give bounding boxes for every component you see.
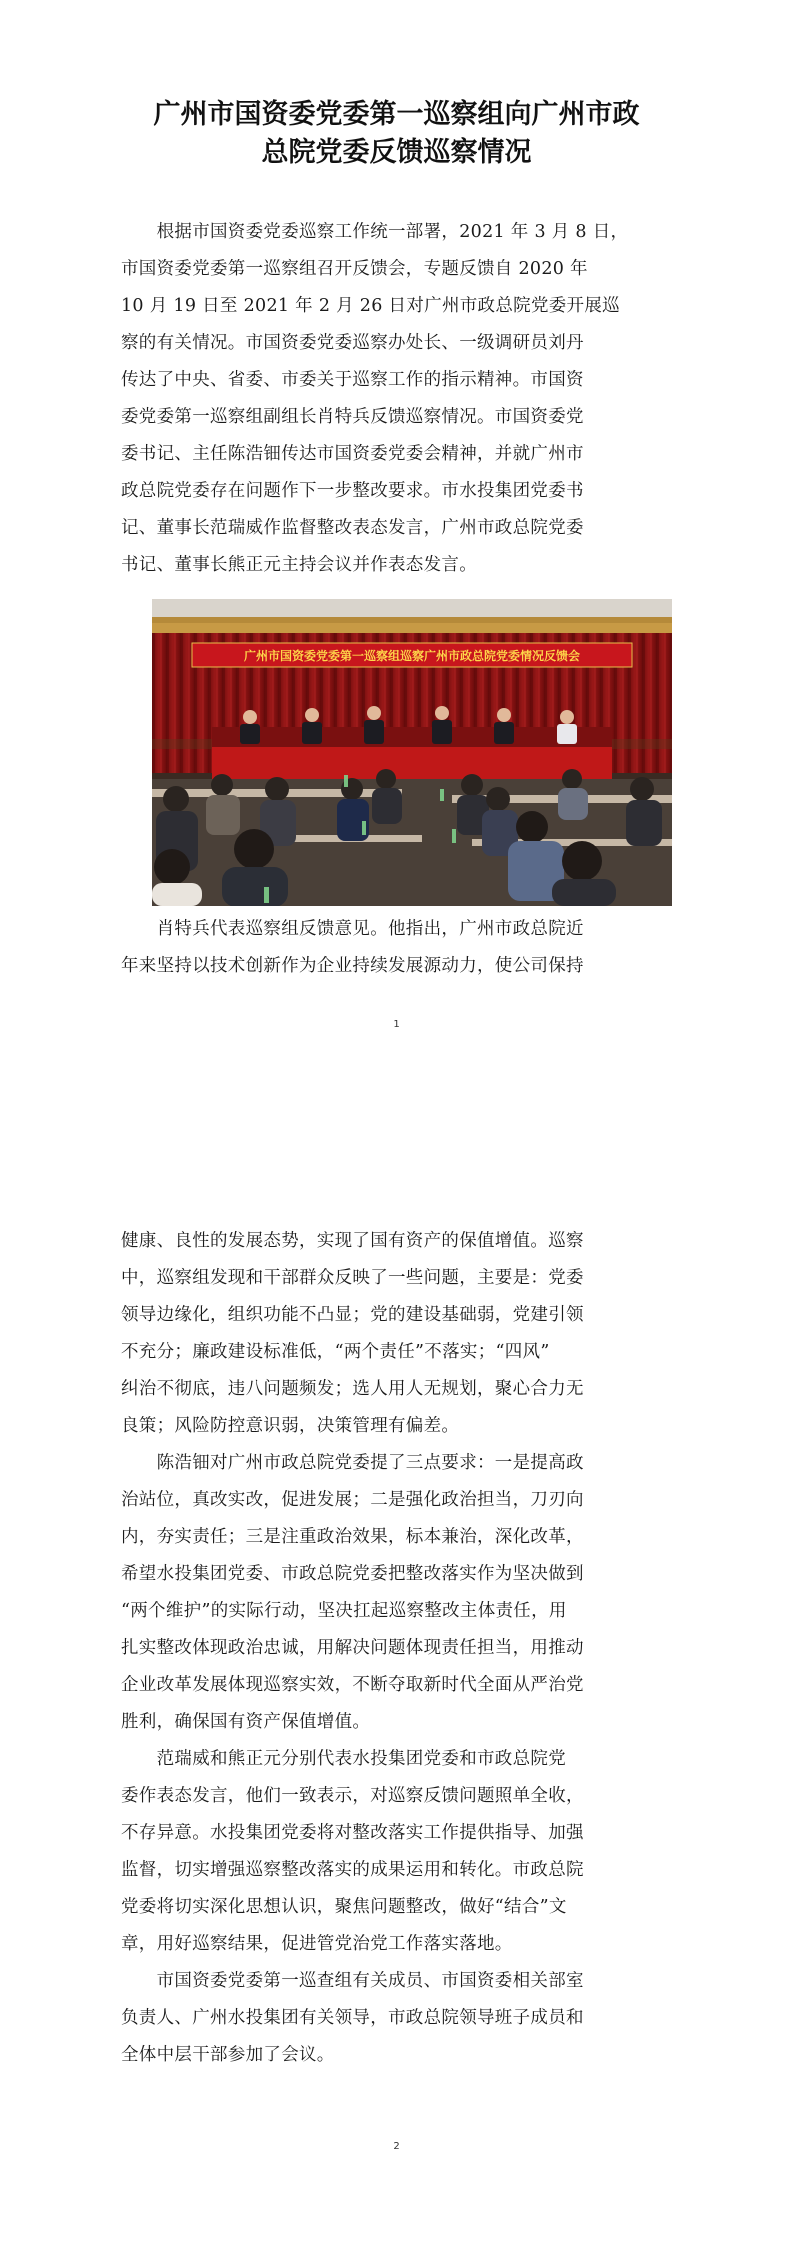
text-line: 市国资委党委第一巡察组召开反馈会，专题反馈自 2020 年 bbox=[121, 259, 588, 279]
text-line: 企业改革发展体现巡察实效，不断夺取新时代全面从严治党 bbox=[121, 1675, 584, 1695]
text-line: 根据市国资委党委巡察工作统一部署，2021 年 3 月 8 日， bbox=[121, 222, 629, 242]
text-line: 范瑞威和熊正元分别代表水投集团党委和市政总院党 bbox=[121, 1749, 566, 1769]
paragraph-2-continued bbox=[121, 1223, 676, 1445]
text-line: 委作表态发言，他们一致表示，对巡察反馈问题照单全收， bbox=[121, 1786, 584, 1806]
text-line: 治站位，真改实改，促进发展；二是强化政治担当，刀刃向 bbox=[121, 1490, 584, 1510]
text-line: 察的有关情况。市国资委党委巡察办处长、一级调研员刘丹 bbox=[121, 333, 584, 353]
text-line: 不充分；廉政建设标准低，“两个责任”不落实；“四风” bbox=[121, 1342, 550, 1362]
text-line: 委党委第一巡察组副组长肖特兵反馈巡察情况。市国资委党 bbox=[121, 407, 584, 427]
text-line: 内，夯实责任；三是注重政治效果，标本兼治，深化改革， bbox=[121, 1527, 584, 1547]
text-line: 纠治不彻底，违八问题频发；选人用人无规划，聚心合力无 bbox=[121, 1379, 584, 1399]
text-line: 全体中层干部参加了会议。 bbox=[121, 2045, 335, 2065]
document-title bbox=[0, 96, 793, 172]
text-line: 不存异意。水投集团党委将对整改落实工作提供指导、加强 bbox=[121, 1823, 584, 1843]
text-line: 10 月 19 日至 2021 年 2 月 26 日对广州市政总院党委开展巡 bbox=[121, 296, 620, 316]
text-line: 委书记、主任陈浩钿传达市国资委党委会精神，并就广州市 bbox=[121, 444, 584, 464]
text-line: 年来坚持以技术创新作为企业持续发展源动力，使公司保持 bbox=[121, 956, 584, 976]
text-line: 胜利，确保国有资产保值增值。 bbox=[121, 1712, 371, 1732]
title-line-2: 总院党委反馈巡察情况 bbox=[261, 137, 532, 168]
text-line: 记、董事长范瑞威作监督整改表态发言，广州市政总院党委 bbox=[121, 518, 584, 538]
text-line: 监督，切实增强巡察整改落实的成果运用和转化。市政总院 bbox=[121, 1860, 584, 1880]
text-line: 章，用好巡察结果，促进管党治党工作落实落地。 bbox=[121, 1934, 513, 1954]
paragraph-5 bbox=[121, 1963, 676, 2074]
text-line: 党委将切实深化思想认识，聚焦问题整改，做好“结合”文 bbox=[121, 1897, 567, 1917]
text-line: 肖特兵代表巡察组反馈意见。他指出，广州市政总院近 bbox=[121, 919, 584, 939]
text-line: 书记、董事长熊正元主持会议并作表态发言。 bbox=[121, 555, 477, 575]
title-line-1: 广州市国资委党委第一巡察组向广州市政 bbox=[153, 99, 640, 130]
text-line: 政总院党委存在问题作下一步整改要求。市水投集团党委书 bbox=[121, 481, 584, 501]
text-line: 中，巡察组发现和干部群众反映了一些问题，主要是：党委 bbox=[121, 1268, 584, 1288]
text-line: 市国资委党委第一巡查组有关成员、市国资委相关部室 bbox=[121, 1971, 584, 1991]
photo-banner-text: 广州市国资委党委第一巡察组巡察广州市政总院党委情况反馈会 bbox=[243, 649, 581, 663]
text-line: “两个维护”的实际行动，坚决扛起巡察整改主体责任，用 bbox=[121, 1601, 567, 1621]
text-line: 希望水投集团党委、市政总院党委把整改落实作为坚决做到 bbox=[121, 1564, 584, 1584]
meeting-photo bbox=[152, 599, 672, 906]
text-line: 良策；风险防控意识弱，决策管理有偏差。 bbox=[121, 1416, 460, 1436]
paragraph-2 bbox=[121, 911, 676, 985]
paragraph-1 bbox=[121, 214, 676, 584]
text-line: 健康、良性的发展态势，实现了国有资产的保值增值。巡察 bbox=[121, 1231, 584, 1251]
paragraph-4 bbox=[121, 1741, 676, 1963]
page-number-1: 1 bbox=[393, 1019, 400, 1030]
text-line: 负责人、广州水投集团有关领导，市政总院领导班子成员和 bbox=[121, 2008, 584, 2028]
paragraph-3 bbox=[121, 1445, 676, 1741]
text-line: 传达了中央、省委、市委关于巡察工作的指示精神。市国资 bbox=[121, 370, 584, 390]
text-line: 扎实整改体现政治忠诚，用解决问题体现责任担当，用推动 bbox=[121, 1638, 584, 1658]
text-line: 陈浩钿对广州市政总院党委提了三点要求：一是提高政 bbox=[121, 1453, 584, 1473]
page-number-2: 2 bbox=[393, 2141, 400, 2152]
text-line: 领导边缘化，组织功能不凸显；党的建设基础弱，党建引领 bbox=[121, 1305, 584, 1325]
